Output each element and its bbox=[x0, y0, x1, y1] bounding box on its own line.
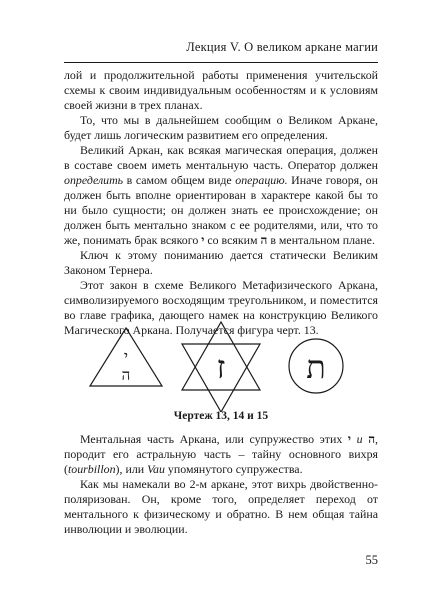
hebrew-yod: י bbox=[201, 233, 205, 247]
hebrew-he: ה bbox=[368, 432, 376, 446]
emphasis: и bbox=[351, 432, 369, 446]
text-run: в самом общем виде bbox=[123, 173, 236, 187]
paragraph: То, что мы в дальнейшем сообщим о Великом Аркане, будет лишь логическим развитием его определения. bbox=[64, 113, 378, 142]
emphasis: операцию. bbox=[235, 173, 288, 187]
text-run: Иначе говоря, он должен быть вполне ориентирован в характере какой бы то ни было сущности; он должен знать ее происхождение; он должен быть ментально знаком с ее родителями, или, что то же, понимать брак всякого bbox=[64, 173, 378, 247]
right-glyph: ת bbox=[306, 348, 326, 386]
text-run: ), или bbox=[115, 462, 148, 476]
text-run: , породит его астральную часть – тайну основного вихря ( bbox=[64, 432, 379, 476]
page-number: 55 bbox=[365, 553, 378, 567]
hebrew-yod: י bbox=[347, 432, 352, 446]
paragraph bbox=[64, 143, 378, 248]
figure-caption: Чертеж 13, 14 и 15 bbox=[173, 410, 269, 422]
figure-13-14-15 bbox=[64, 320, 378, 412]
emphasis: определить bbox=[64, 173, 124, 187]
circle-figure bbox=[289, 339, 343, 393]
paragraph: Как мы намекали во 2-м аркане, этот вихрь двойственно-поляризован. Он, кроме того, определяет переход от ментального к физическому и обратно. В нем общая тайна инволюции и эволюции. bbox=[64, 477, 378, 536]
left-triangle-figure bbox=[90, 328, 162, 386]
hebrew-he: ה bbox=[260, 233, 268, 247]
center-glyph: ז bbox=[216, 348, 226, 386]
paragraph bbox=[64, 432, 378, 477]
left-glyph-top: י bbox=[123, 347, 129, 366]
running-header: Лекция V. О великом аркане магии bbox=[186, 40, 378, 54]
left-glyph-bottom: ה bbox=[121, 366, 131, 384]
hexagram-figure bbox=[182, 322, 260, 412]
text-run: Ментальная часть Аркана, или супружество этих bbox=[80, 432, 348, 446]
emphasis: Vau bbox=[147, 462, 165, 476]
text-run: упомянутого супружества. bbox=[164, 462, 303, 476]
emphasis: tourbillon bbox=[67, 462, 116, 476]
body-text-continued bbox=[64, 432, 378, 537]
paragraph: лой и продолжительной работы применения учительской схемы к своим индивидуальным особенностям и к условиям своей жизни в трех планах. bbox=[64, 68, 378, 112]
paragraph: Ключ к этому пониманию дается статически Великим Законом Тернера. bbox=[64, 248, 378, 277]
text-run: Великий Аркан, как всякая магическая операция, должен в составе своем иметь ментальную часть. Оператор должен bbox=[64, 143, 378, 172]
text-run: со всяким bbox=[204, 233, 261, 247]
body-text bbox=[64, 68, 378, 338]
text-run: в ментальном плане. bbox=[267, 233, 375, 247]
header-rule bbox=[64, 62, 378, 63]
paragraph: Этот закон в схеме Великого Метафизического Аркана, символизируемого восходящим треугольником, и поместится во главе графика, дающего намек на конструкцию Великого Магического Аркана. Получается фигура черт. 13. bbox=[64, 278, 378, 337]
